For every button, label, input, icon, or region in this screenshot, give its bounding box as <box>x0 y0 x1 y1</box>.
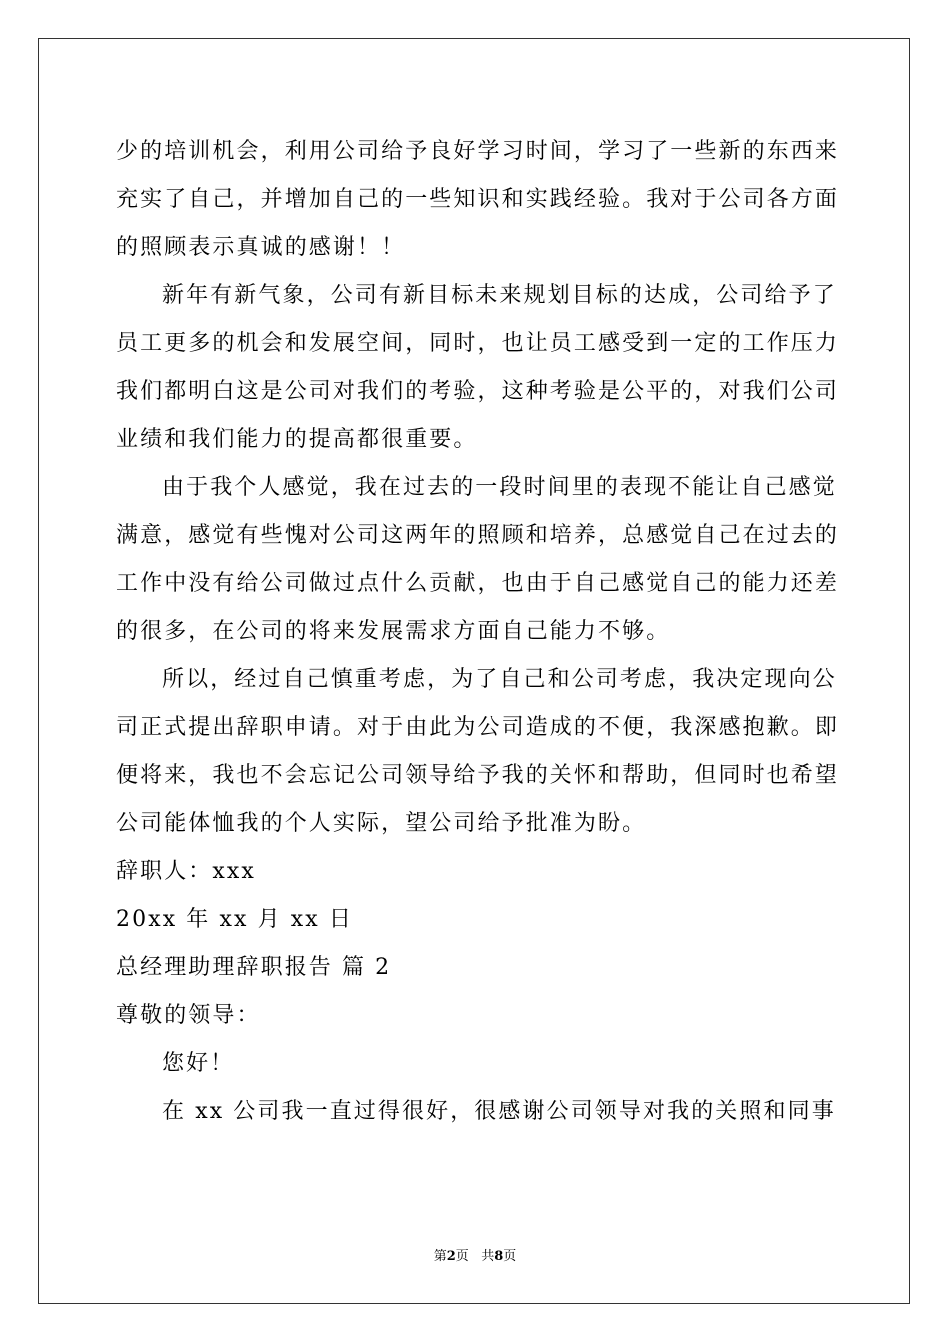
text-line: 新年有新气象，公司有新目标未来规划目标的达成，公司给予了 <box>162 283 837 308</box>
text-line: 员工更多的机会和发展空间，同时，也让员工感受到一定的工作压力 <box>116 331 840 356</box>
paragraph <box>116 272 840 464</box>
page-footer <box>0 1249 950 1265</box>
paragraph <box>116 848 836 896</box>
paragraph <box>116 464 840 656</box>
paragraph <box>116 992 836 1040</box>
paragraph <box>116 128 840 272</box>
page-prefix: 第 <box>433 1249 447 1264</box>
paragraph <box>116 1040 836 1088</box>
text-line: 我们都明白这是公司对我们的考验，这种考验是公平的，对我们公司 <box>116 379 840 404</box>
total-prefix: 共 <box>481 1249 495 1264</box>
text-line: 满意，感觉有些愧对公司这两年的照顾和培养，总感觉自己在过去的 <box>116 523 840 548</box>
text-line: 在 xx 公司我一直过得很好，很感谢公司领导对我的关照和同事 <box>162 1099 836 1124</box>
page-suffix: 页 <box>455 1249 469 1264</box>
text-line: 尊敬的领导： <box>116 1003 261 1028</box>
text-line: 所以，经过自己慎重考虑，为了自己和公司考虑，我决定现向公 <box>162 667 837 692</box>
text-line: 20xx 年 xx 月 xx 日 <box>116 907 354 932</box>
total-pages-number: 8 <box>494 1249 504 1264</box>
text-line: 总经理助理辞职报告 篇 2 <box>116 955 392 980</box>
text-line: 业绩和我们能力的提高都很重要。 <box>116 427 478 452</box>
paragraph <box>116 656 840 848</box>
text-line: 辞职人：xxx <box>116 859 256 884</box>
text-line: 便将来，我也不会忘记公司领导给予我的关怀和帮助，但同时也希望 <box>116 763 840 788</box>
current-page-number: 2 <box>446 1249 456 1264</box>
text-line: 您好！ <box>162 1051 235 1076</box>
text-line: 充实了自己，并增加自己的一些知识和实践经验。我对于公司各方面 <box>116 187 840 212</box>
paragraph <box>116 1088 836 1136</box>
text-line: 的很多，在公司的将来发展需求方面自己能力不够。 <box>116 619 671 644</box>
paragraph <box>116 944 836 992</box>
text-line: 工作中没有给公司做过点什么贡献，也由于自己感觉自己的能力还差 <box>116 571 840 596</box>
text-line: 司正式提出辞职申请。对于由此为公司造成的不便，我深感抱歉。即 <box>116 715 840 740</box>
text-line: 的照顾表示真诚的感谢！！ <box>116 235 406 260</box>
text-line: 公司能体恤我的个人实际，望公司给予批准为盼。 <box>116 811 647 836</box>
document-body <box>116 128 840 1136</box>
text-line: 由于我个人感觉，我在过去的一段时间里的表现不能让自己感觉 <box>162 475 837 500</box>
text-line: 少的培训机会，利用公司给予良好学习时间，学习了一些新的东西来 <box>116 139 840 164</box>
paragraph <box>116 896 836 944</box>
total-suffix: 页 <box>503 1249 517 1264</box>
